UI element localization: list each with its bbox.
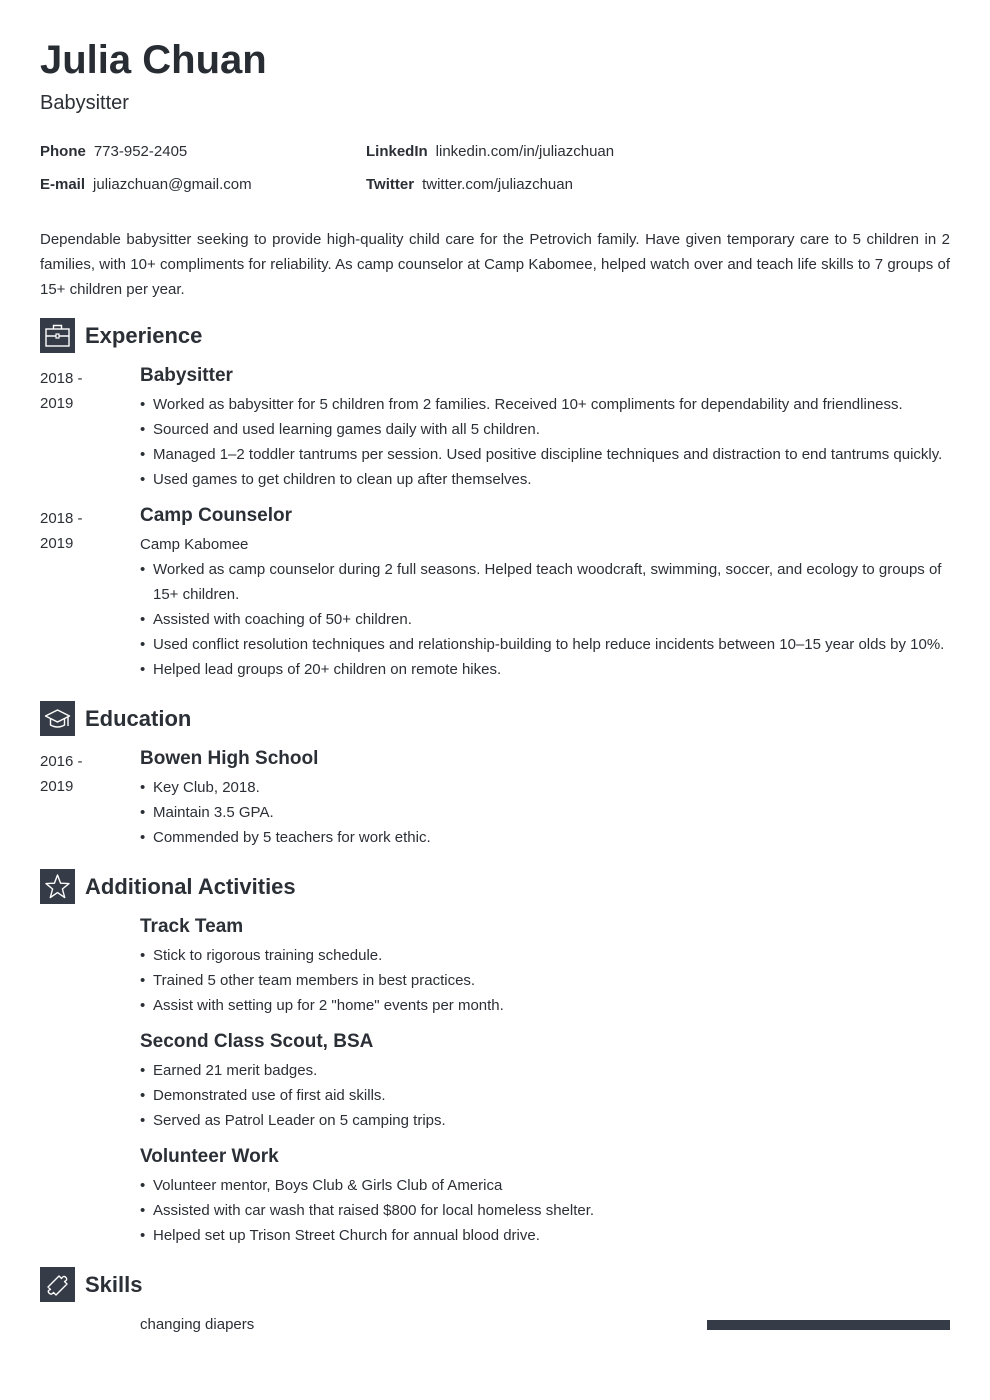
- puzzle-icon: [40, 1267, 75, 1302]
- education-heading: Education: [85, 706, 192, 731]
- bullet-item: • Commended by 5 teachers for work ethic.: [140, 825, 950, 850]
- skill-level-bar: [707, 1320, 950, 1330]
- contact-phone: [40, 142, 187, 162]
- star-icon: [40, 869, 75, 904]
- activities-heading: Additional Activities: [85, 874, 296, 899]
- bullet-item: • Served as Patrol Leader on 5 camping trips.: [140, 1108, 950, 1133]
- date-end: 2019: [40, 778, 74, 795]
- entry-body: [140, 506, 950, 682]
- entry-body: [140, 917, 950, 1018]
- bullet-item: • Earned 21 merit badges.: [140, 1058, 950, 1083]
- contact-linkedin: [366, 142, 614, 162]
- entry-date: [40, 749, 120, 799]
- entry-organization: Camp Kabomee: [140, 536, 249, 553]
- skill-name: changing diapers: [140, 1316, 255, 1333]
- bullet-item: • Worked as camp counselor during 2 full seasons. Helped teach woodcraft, swimming, soccer, and ecology to groups of 15+ children.: [140, 557, 950, 607]
- entry-bullets: [140, 1058, 950, 1133]
- education-section-header: [40, 701, 950, 736]
- entry-body: [140, 366, 950, 492]
- entry-bullets: [140, 392, 950, 492]
- bullet-item: • Volunteer mentor, Boys Club & Girls Club of America: [140, 1173, 950, 1198]
- candidate-title: Babysitter: [40, 92, 129, 114]
- skills-section-header: [40, 1267, 950, 1302]
- experience-section-header: [40, 318, 950, 353]
- skills-heading: Skills: [85, 1272, 143, 1297]
- phone-label: Phone: [40, 143, 86, 160]
- bullet-item: • Assist with setting up for 2 "home" events per month.: [140, 993, 950, 1018]
- phone-value: 773-952-2405: [93, 143, 188, 160]
- bullet-item: • Assisted with coaching of 50+ children.: [140, 607, 950, 632]
- entry-body: [140, 1032, 950, 1133]
- entry-date: [40, 506, 120, 556]
- candidate-name: Julia Chuan: [40, 38, 267, 82]
- entry-title: Camp Counselor: [140, 505, 293, 526]
- bullet-item: • Managed 1–2 toddler tantrums per session. Used positive discipline techniques and distraction to end tantrums quickly.: [140, 442, 950, 467]
- date-end: 2019: [40, 395, 74, 412]
- bullet-item: • Assisted with car wash that raised $800 for local homeless shelter.: [140, 1198, 950, 1223]
- bullet-item: • Stick to rigorous training schedule.: [140, 943, 950, 968]
- entry-body: [140, 1147, 950, 1248]
- entry-bullets: [140, 1173, 950, 1248]
- entry-bullets: [140, 775, 950, 850]
- entry-bullets: [140, 943, 950, 1018]
- entry-bullets: [140, 557, 950, 682]
- entry-date: [40, 366, 120, 416]
- entry-title: Babysitter: [140, 365, 233, 386]
- date-start: 2018 -: [40, 370, 83, 387]
- bullet-item: • Key Club, 2018.: [140, 775, 950, 800]
- date-start: 2016 -: [40, 753, 83, 770]
- bullet-item: • Demonstrated use of first aid skills.: [140, 1083, 950, 1108]
- date-end: 2019: [40, 535, 74, 552]
- bullet-item: • Helped set up Trison Street Church for annual blood drive.: [140, 1223, 950, 1248]
- briefcase-icon: [40, 318, 75, 353]
- graduation-cap-icon: [40, 701, 75, 736]
- skill-level-fill: [707, 1320, 950, 1330]
- contact-email: [40, 175, 252, 195]
- bullet-item: • Used games to get children to clean up after themselves.: [140, 467, 950, 492]
- experience-heading: Experience: [85, 323, 203, 348]
- twitter-label: Twitter: [366, 176, 415, 193]
- twitter-value[interactable]: twitter.com/juliazchuan: [422, 176, 573, 193]
- contact-twitter: [366, 175, 573, 195]
- bullet-item: • Helped lead groups of 20+ children on remote hikes.: [140, 657, 950, 682]
- linkedin-value[interactable]: linkedin.com/in/juliazchuan: [435, 143, 615, 160]
- email-label: E-mail: [40, 176, 86, 193]
- profile-summary: Dependable babysitter seeking to provide high-quality child care for the Petrovich family. Have given temporary care to 5 children in 2 families, with 10+ compliments for reliability. As camp counselor at Camp Kabomee, helped watch over and teach life skills to 7 groups of 15+ children per year.: [40, 231, 950, 298]
- bullet-item: • Sourced and used learning games daily with all 5 children.: [140, 417, 950, 442]
- entry-title: Bowen High School: [140, 748, 319, 769]
- entry-title: Second Class Scout, BSA: [140, 1031, 374, 1052]
- bullet-item: • Worked as babysitter for 5 children from 2 families. Received 10+ compliments for dependability and friendliness.: [140, 392, 950, 417]
- bullet-item: • Used conflict resolution techniques and relationship-building to help reduce incidents between 10–15 year olds by 10%.: [140, 632, 950, 657]
- entry-body: [140, 749, 950, 850]
- bullet-item: • Trained 5 other team members in best practices.: [140, 968, 950, 993]
- date-start: 2018 -: [40, 510, 83, 527]
- bullet-item: • Maintain 3.5 GPA.: [140, 800, 950, 825]
- linkedin-label: LinkedIn: [366, 143, 428, 160]
- activities-section-header: [40, 869, 950, 904]
- email-value[interactable]: juliazchuan@gmail.com: [93, 176, 252, 193]
- entry-title: Volunteer Work: [140, 1146, 279, 1167]
- entry-title: Track Team: [140, 916, 244, 937]
